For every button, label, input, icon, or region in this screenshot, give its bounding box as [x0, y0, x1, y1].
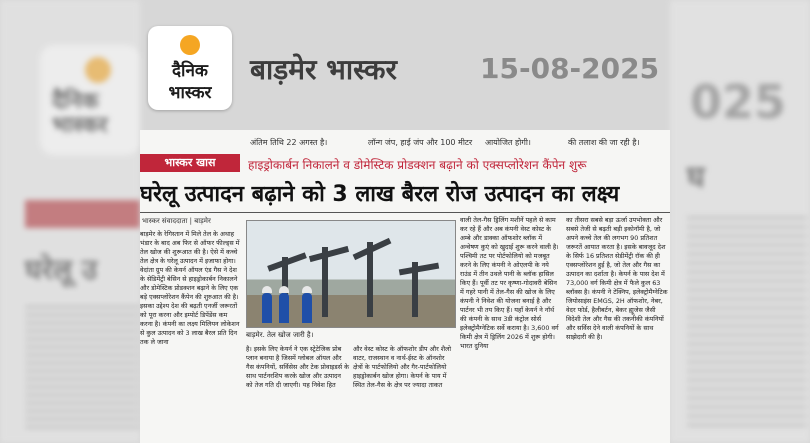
dainik-bhaskar-logo: दैनिक भास्कर [148, 26, 232, 110]
sun-icon [180, 35, 200, 55]
edition-header [140, 20, 670, 120]
article-column-1: बाड़मेर के रेगिस्तान में मिले तेल के अथाह भंडार के बाद अब फिर से ऑफर फील्ड्स में तेल खोज की शुरूआत की है। ऐसे में कच्चे तेल क्षेत्र के घरेलू उत्पादन में इजाफा होगा। वेदांता ग्रुप की केयर्न ऑयल एंड गैस ने देश के सेडिमेंट्री बेसिन से हाइड्रोकार्बन निकालने और डोमेस्टिक प्रोडक्शन बढ़ाने के लिए एक बड़े एक्सप्लोरेशन कैंपेन की शुरुआत की है। इसका उद्देश्य देश की बढ़ती एनर्जी जरूरतों को पूरा करना और इम्पोर्ट डिपेंडेंस कम करना है। कंपनी का लक्ष्य मिलियन लोकेशन से कुल उत्पादन को 3 लाख बैरल प्रति दिन तक ले जाना [140, 230, 240, 346]
edition-name: बाड़मेर भास्कर [250, 53, 397, 86]
photo-caption: बाड़मेर. तेल खोज जारी है। [246, 331, 314, 339]
article-headline: घरेलू उत्पादन बढ़ाने को 3 लाख बैरल रोज उत्पादन का लक्ष्य [140, 182, 620, 207]
byline: भास्कर संवाददाता | बाड़मेर [142, 217, 211, 225]
article-column-5: का तीसरा सबसे बड़ा ऊर्जा उपभोक्ता और सबसे तेजी से बढ़ती बड़ी इकोनॉमी है, जो अपने कच्चे तेल की लगभग 90 प्रतिशत जरूरतें आयात करता है। इसके बावजूद देश के सिर्फ 16 प्रतिशत सेडीमेंट्री रॉक की ही एक्सप्लोरेशन हुई है, जो तेल और गैस का उत्पादन का दर्शाता है। केयर्न के पास देश में 73,000 वर्ग किमी क्षेत्र में फैले कुल 63 ब्लॉक्स है। कंपनी ने टेक्निप, इलेक्ट्रोमैग्नेटिक जियोसाइंस EMGS, 2H ऑफशोर, नेबर, वेदर फोर्ड, हैलीबर्टन, बेकर ह्यूजेस जैसी विदेशी तेल और गैस की तकनीकी कंपनियों और सर्विस देने वाली कंपनियों के साथ साझेदारी की है। [566, 216, 668, 341]
backdrop-date-fragment: 025 [690, 75, 787, 129]
blurred-backdrop-right: 025 घ [670, 0, 810, 443]
section-tag: भास्कर खास [140, 154, 240, 172]
article-column-3: और वेस्ट कोस्ट के ऑफशोर डीप और शैलो वाटर, राजस्थान व नार्थ-ईस्ट के ऑनशोर क्षेत्रों के पार्टफोलियो और गैर-पार्टफोलियो हाइड्रोकार्बन खोज होगा। केयर्न के पाय में स्थित तेल-गैस के क्षेत्र पर ज्यादा ताकत [353, 345, 452, 389]
edition-date: 15-08-2025 [480, 52, 660, 85]
headline-divider [140, 212, 670, 213]
blurred-backdrop-left: दैनिक भास्कर घरेलू उ [0, 0, 140, 443]
kicker-row [140, 154, 670, 174]
backdrop-headline: घरेलू उ [25, 253, 98, 286]
news-clipping[interactable] [140, 130, 670, 443]
previous-story-strip: अंतिम तिथि 22 अगस्त है। लॉन्ग जंप, हाई जंप और 100 मीटर आयोजित होगी। की तलाश की जा रही है। [250, 138, 640, 147]
article-column-4: वाली तेल-गैस ड्रिलिंग मशीनें पहले से काम कर रहे हैं और अब कंपनी वेस्ट कोस्ट के अम्बे और डाक्का ऑफशोर ब्लॉक में अन्वेषण कुएं को खुदाई शुरू करने वाली है। पश्चिमी तट पर पोर्टफोलियो को मजबूत करने के लिए कंपनी ने ओएलपी के नये राउंड में तीन उथले पानी के ब्लॉक हासिल किए हैं। पूर्वी तट पर कृष्णा-गोदावरी बेसिन में गहरे पानी में तेल-गैस की खोज के लिए कंपनी ने निवेश की योजना बनाई है और पार्टनर भी तय किए हैं। यहाँ केयर्न ने नॉर्थ की कंपनी के साथ 3डी कंट्रोल सोर्स इलेक्ट्रोमैग्नेटिक सर्वे कराया है। 3,600 वर्ग किमी क्षेत्र में ड्रिलिंग 2026 में शुरू होगी। भारत दुनिया [460, 216, 559, 350]
oil-rig-photo [246, 220, 456, 328]
article-column-2: है। इसके लिए केयर्न ने एक स्ट्रेटेजिक प्रोब प्लान बनाया है जिसमें ग्लोबल ऑयल और गैस कंपनियों, सर्विसेस और टेक प्रोवाइडर्स के साथ पार्टनरशिप करके खोज और उत्पादन को तेज गति दी जाएगी। यह निवेश हित [246, 345, 349, 389]
kicker-text: हाइड्रोकार्बन निकालने व डोमेस्टिक प्रोडक्शन बढ़ाने को एक्सप्लोरेशन कैंपेन शुरू [248, 158, 587, 172]
